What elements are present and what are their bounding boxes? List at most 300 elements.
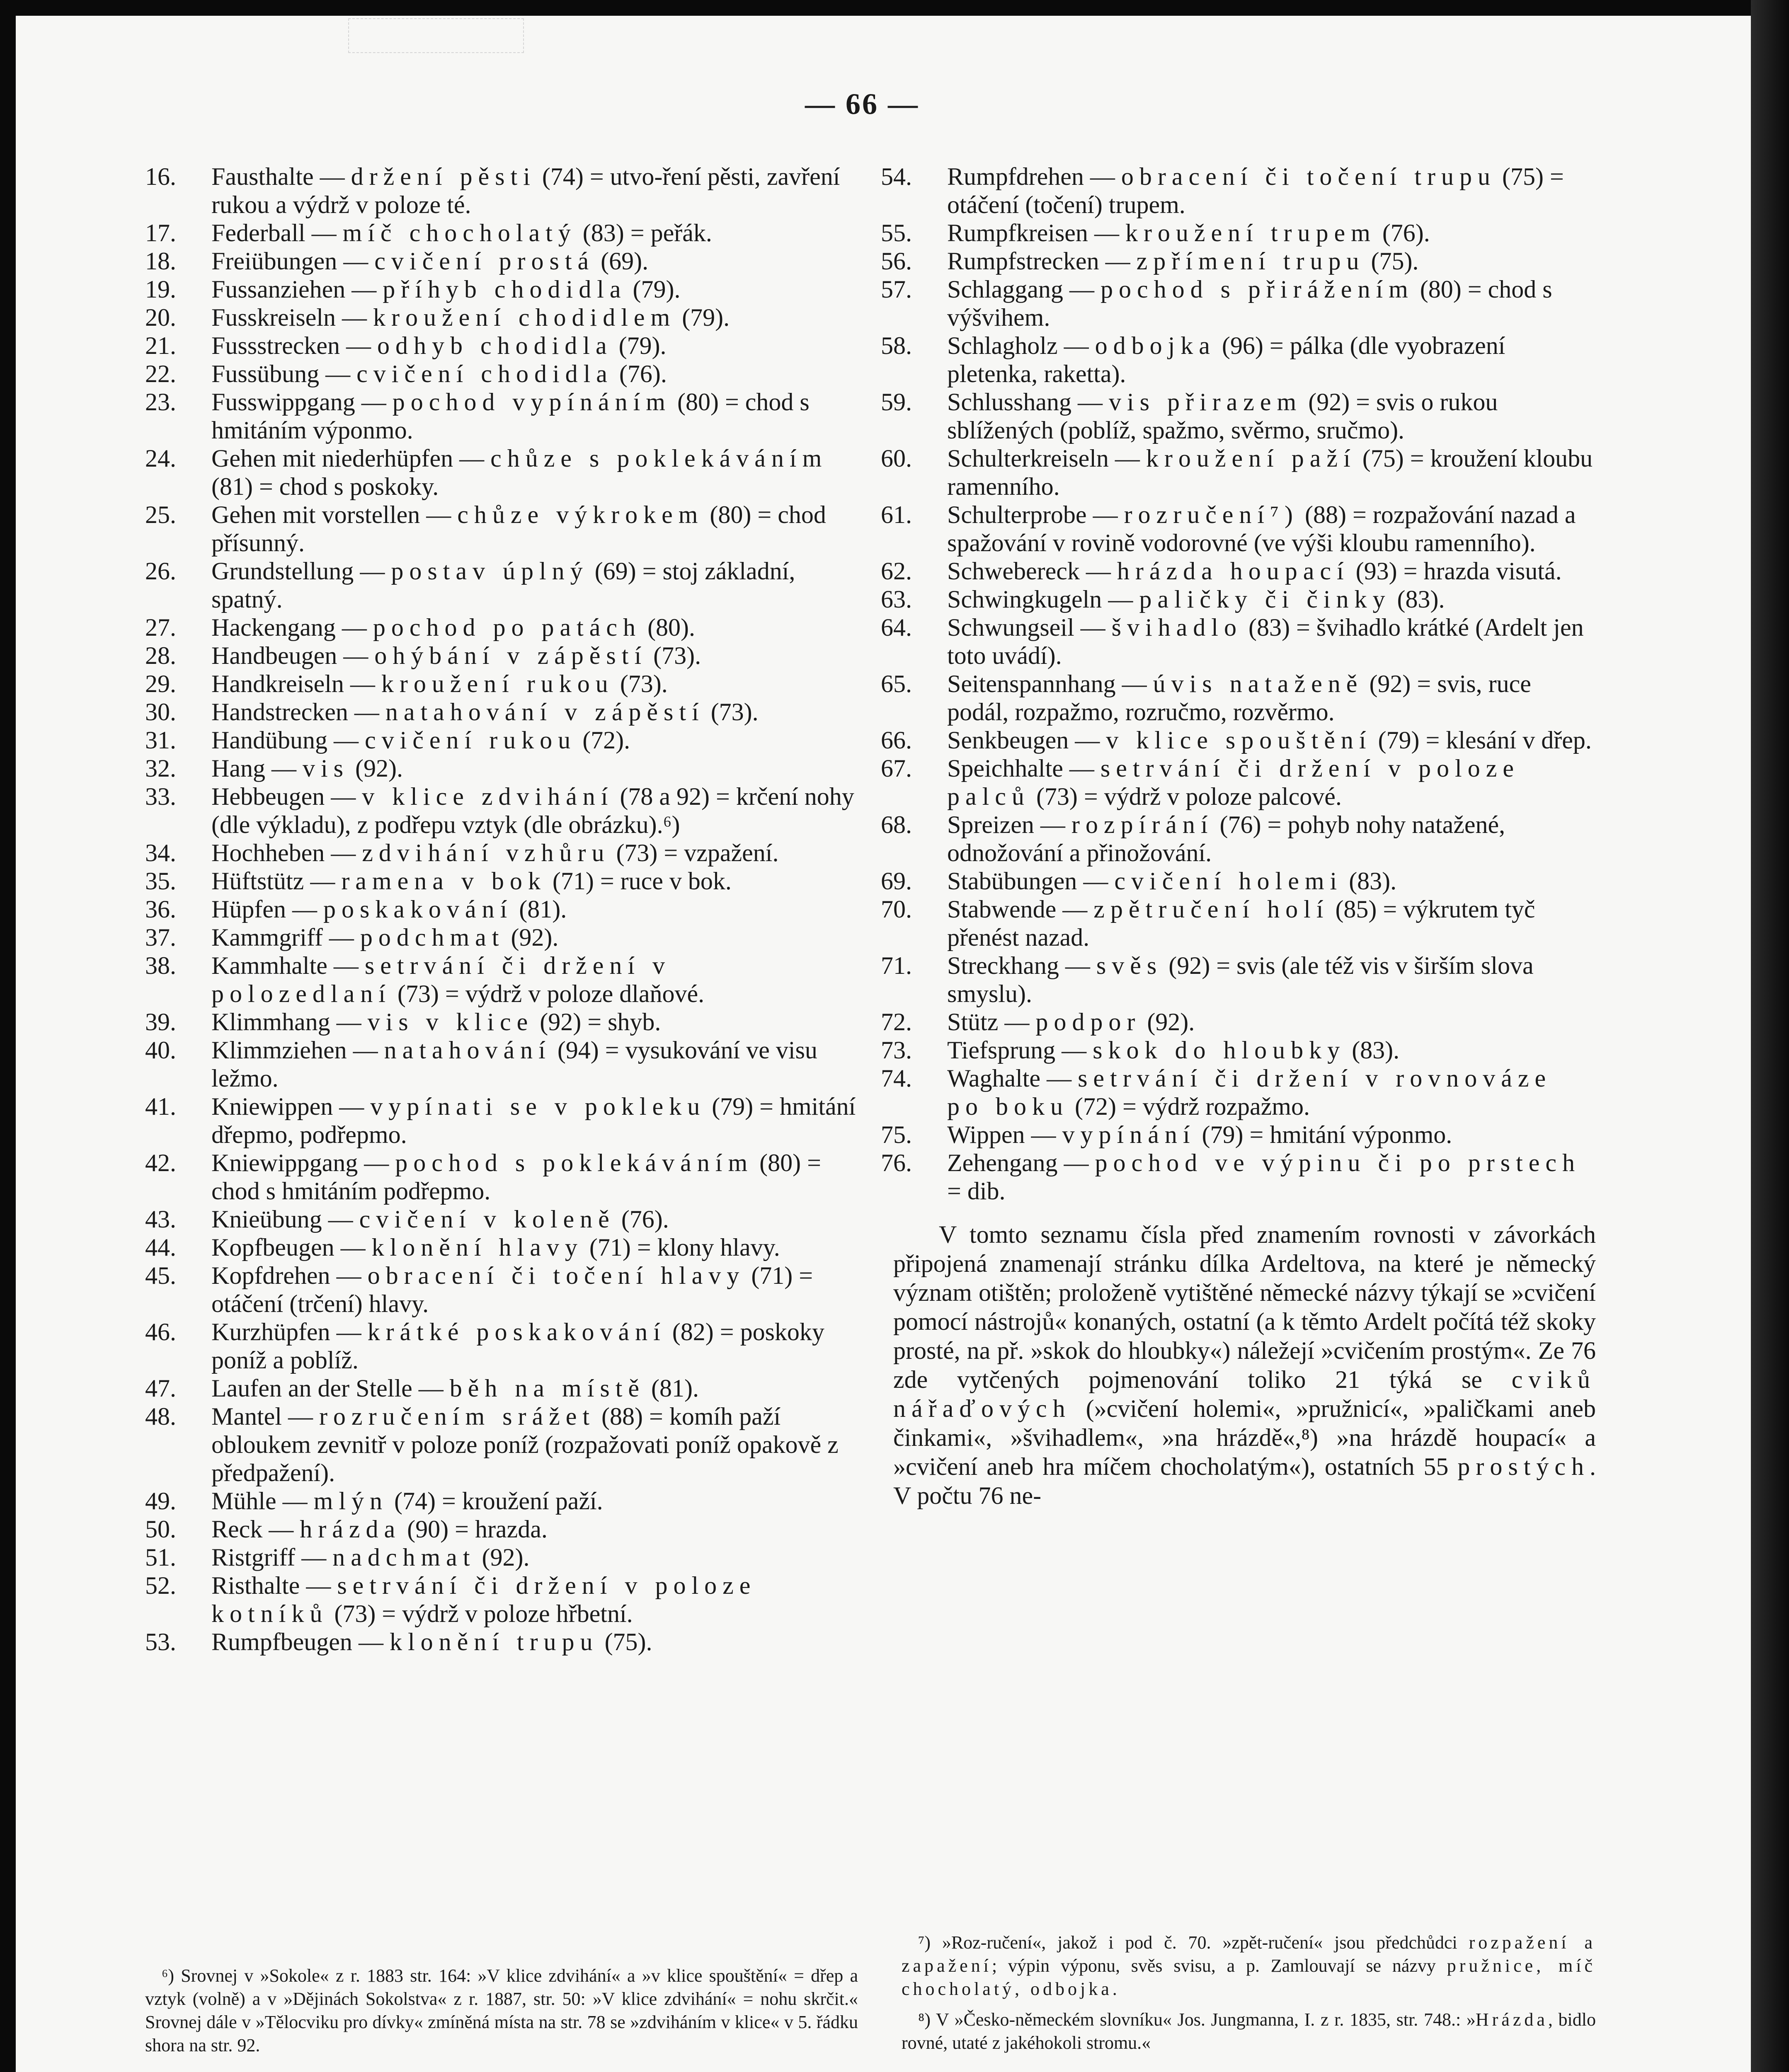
footnote-8-c: , bidlo rovné, utaté z jakéhokoli stromu.« — [902, 2009, 1596, 2053]
entry-number: 22. — [145, 360, 176, 387]
entry-dash: — — [265, 755, 303, 782]
glossary-entry — [881, 726, 1596, 754]
entry-german-term: Schwungseil — [947, 614, 1074, 641]
glossary-entry — [881, 613, 1596, 670]
entry-rest: (73) = výdrž v poloze dlaňové. — [391, 980, 705, 1007]
entry-czech-term: pochod vypínáním — [392, 388, 671, 416]
entry-dash: — — [295, 1544, 333, 1571]
entry-german-term: Handkreiseln — [211, 670, 344, 697]
entry-german-term: Schlagholz — [947, 332, 1058, 359]
entry-number: 28. — [145, 642, 176, 669]
entry-number: 57. — [881, 276, 912, 303]
entry-rest: (74) = utvo-ření pěsti, zavření rukou a výdrž v poloze té. — [211, 163, 840, 218]
entry-german-term: Kammgriff — [211, 924, 323, 951]
entry-dash: — — [333, 1093, 371, 1120]
right-column — [881, 162, 1596, 1510]
entry-rest: (85) = výkrutem tyč přenést nazad. — [947, 896, 1535, 951]
entry-dash: — — [330, 1262, 368, 1289]
entry-rest: (83) = švihadlo krátké (Ardelt jen toto uvádí). — [947, 614, 1584, 669]
entry-rest: (72) = výdrž rozpažmo. — [1069, 1093, 1310, 1120]
glossary-entry — [145, 951, 858, 1008]
entry-german-term: Klimmhang — [211, 1008, 330, 1036]
entry-number: 40. — [145, 1036, 176, 1064]
entry-dash: — — [304, 867, 342, 895]
entry-czech-term: podchmat — [360, 924, 505, 951]
entry-german-term: Schwebereck — [947, 557, 1080, 585]
entry-german-term: Schlusshang — [947, 388, 1071, 416]
entry-dash: — — [352, 1628, 390, 1656]
entry-czech-term: míč chocholatý — [342, 219, 577, 247]
entry-czech-term: cvičení prostá — [374, 247, 595, 275]
entry-czech-term: klonění trupu — [389, 1628, 599, 1656]
entry-czech-term: pochod ve výpinu či po prstech — [1095, 1149, 1581, 1176]
entry-dash: — — [358, 1149, 395, 1176]
glossary-entry — [145, 360, 858, 388]
entry-czech-term: postav úplný — [391, 557, 589, 585]
entry-dash: — — [327, 952, 365, 979]
glossary-entry — [145, 1205, 858, 1233]
entry-rest: (90) = hrazda. — [401, 1515, 548, 1543]
glossary-entry — [145, 1036, 858, 1092]
entry-rest: (80) = chod s výšvihem. — [947, 276, 1552, 331]
entry-czech-term: vis — [302, 755, 349, 782]
entry-german-term: Hochheben — [211, 839, 325, 867]
entry-german-term: Knieübung — [211, 1205, 322, 1233]
entry-german-term: Mantel — [211, 1403, 282, 1430]
glossary-entry — [145, 1008, 858, 1036]
entry-czech-term: zpřímení trupu — [1136, 247, 1365, 275]
entry-rest: (96) = pálka (dle vyobrazení pletenka, raketta). — [947, 332, 1505, 387]
entry-dash: — — [1063, 276, 1101, 303]
entry-dash: — — [334, 1234, 372, 1261]
entry-rest: (92). — [1141, 1008, 1195, 1036]
entry-czech-term: krátké poskakování — [367, 1318, 666, 1346]
entry-czech-term: v klice spouštění — [1106, 726, 1372, 754]
entry-number: 61. — [881, 501, 912, 528]
entry-dash: — — [420, 501, 458, 528]
entry-czech-term: setrvání či držení v poloze kotníků — [211, 1572, 756, 1627]
entry-number: 51. — [145, 1544, 176, 1571]
glossary-entry — [145, 613, 858, 641]
paragraph-spaced1: cviků nářaďových — [893, 1366, 1596, 1422]
entry-number: 44. — [145, 1234, 176, 1261]
entry-number: 58. — [881, 332, 912, 359]
entry-dash: — — [305, 219, 343, 247]
glossary-entry — [145, 275, 858, 303]
entry-dash: — — [1088, 219, 1125, 247]
entry-czech-term: nadchmat — [332, 1544, 476, 1571]
entry-number: 74. — [881, 1065, 912, 1092]
glossary-entry — [145, 247, 858, 275]
glossary-entry — [881, 275, 1596, 332]
entry-number: 71. — [881, 952, 912, 979]
entry-dash: — — [337, 247, 375, 275]
entry-czech-term: setrvání či držení v rovnováze po boku — [947, 1065, 1552, 1120]
glossary-entry — [881, 444, 1596, 501]
page-number: — 66 — — [805, 87, 919, 121]
footnote-6: ⁶) Srovnej v »Sokole« z r. 1883 str. 164: »V klice zdvihání« a »v klice spouštění« = dřep a vztyk (volně) a v »Dějinách Sokolstva« z r. 1887, str. 50: »V klice zdvihání« = nohu skrčit.« Srovnej dále v »Tělocviku pro dívky« zmíněná místa na str. 78 se »zdviháním v klice« v 5. řádku shora na str. 92. — [145, 1965, 858, 2055]
entry-dash: — — [348, 698, 385, 726]
entry-rest: (79). — [612, 332, 667, 359]
entry-dash: — — [1059, 952, 1096, 979]
entry-german-term: Reck — [211, 1515, 263, 1543]
entry-czech-term: kroužení chodidlem — [373, 304, 676, 331]
entry-number: 19. — [145, 276, 176, 303]
entry-czech-term: příhyb chodidla — [383, 276, 627, 303]
entry-rest: (79) = klesání v dřep. — [1372, 726, 1592, 754]
left-column — [145, 162, 858, 1656]
glossary-entry — [145, 1543, 858, 1571]
entry-dash: — — [1084, 163, 1121, 190]
entry-dash: — — [1056, 896, 1094, 923]
footnote-7-c: ; výpin výponu, svěs svisu, a p. Zamlouvají se názvy — [991, 1956, 1447, 1976]
entry-german-term: Fausthalte — [211, 163, 314, 190]
glossary-entry — [145, 557, 858, 613]
footnotes-left — [145, 1964, 858, 2065]
entry-number: 62. — [881, 557, 912, 585]
glossary-entry — [145, 1628, 858, 1656]
entry-number: 18. — [145, 247, 176, 275]
entry-german-term: Seitenspannhang — [947, 670, 1116, 697]
glossary-entry — [881, 1064, 1596, 1121]
entry-dash: — — [286, 896, 323, 923]
glossary-entry — [881, 1149, 1596, 1205]
entry-rest: (83). — [1343, 867, 1397, 895]
entry-czech-term: hrázda houpací — [1117, 557, 1350, 585]
entry-number: 20. — [145, 304, 176, 331]
entry-rest: (88) = rozpažování nazad a spažování v rovině vodorovné (ve výši kloubu ramenního). — [947, 501, 1576, 557]
entry-german-term: Kopfbeugen — [211, 1234, 335, 1261]
entry-number: 37. — [145, 924, 176, 951]
entry-czech-term: držení pěsti — [351, 163, 536, 190]
glossary-entry — [145, 1233, 858, 1261]
entry-german-term: Fussübung — [211, 360, 320, 387]
entry-dash: — — [1057, 332, 1095, 359]
entry-czech-term: mlýn — [313, 1487, 388, 1515]
footnote-8-b: Hrázda — [1475, 2009, 1548, 2030]
entry-rest: (75) = otáčení (točení) trupem. — [947, 163, 1564, 218]
entry-german-term: Streckhang — [947, 952, 1059, 979]
entry-german-term: Gehen mit vorstellen — [211, 501, 420, 528]
entry-rest: (76). — [613, 360, 667, 387]
entry-number: 47. — [145, 1375, 176, 1402]
entry-german-term: Kopfdrehen — [211, 1262, 330, 1289]
entry-dash: — — [319, 360, 357, 387]
glossary-entry — [145, 501, 858, 557]
entry-czech-term: rozručení⁷) — [1124, 501, 1299, 528]
footnote-7-d: pružnice, míč chocholatý, odbojka — [902, 1956, 1596, 1999]
entry-czech-term: vypínati se v pokleku — [370, 1093, 706, 1120]
entry-dash: — — [1025, 1121, 1062, 1148]
entry-dash: — — [412, 1375, 450, 1402]
entry-dash: — — [1108, 445, 1146, 472]
entry-czech-term: obracení či točení trupu — [1121, 163, 1496, 190]
entry-german-term: Ristgriff — [211, 1544, 296, 1571]
footnote-7-a: ⁷) »Roz-ručení«, jakož i pod č. 70. »zpět-ručení« jsou předchůdci — [918, 1932, 1469, 1953]
entry-dash: — — [1057, 1149, 1095, 1176]
entry-rest: (73) = výdrž v poloze hřbetní. — [328, 1600, 633, 1627]
entry-dash: — — [325, 783, 362, 810]
entry-dash: — — [1077, 867, 1115, 895]
glossary-entry — [881, 1008, 1596, 1036]
entry-rest: (76). — [1376, 219, 1430, 247]
entry-number: 26. — [145, 557, 176, 585]
entry-german-term: Schlaggang — [947, 276, 1063, 303]
entry-czech-term: setrvání či držení v poloze palců — [947, 755, 1520, 810]
glossary-entry — [881, 332, 1596, 388]
entry-number: 29. — [145, 670, 176, 697]
footnotes-right — [902, 1931, 1596, 2062]
entry-rest: (92). — [349, 755, 403, 782]
entry-german-term: Kurzhüpfen — [211, 1318, 330, 1346]
entry-rest: (73). — [704, 698, 759, 726]
glossary-entry — [881, 388, 1596, 444]
entry-dash: — — [322, 924, 360, 951]
entry-rest: (73) = vzpažení. — [610, 839, 779, 867]
entry-number: 42. — [145, 1149, 176, 1176]
entry-rest: (79) = hmitání dřepmo, podřepmo. — [211, 1093, 856, 1148]
glossary-entry — [145, 895, 858, 923]
glossary-entry — [145, 839, 858, 867]
entry-rest: (69) = stoj základní, spatný. — [211, 557, 795, 613]
entry-czech-term: cvičení chodidla — [356, 360, 613, 387]
footnote-7-e: . — [1112, 1979, 1117, 1999]
entry-german-term: Federball — [211, 219, 305, 247]
entry-czech-term: ohýbání v zápěstí — [374, 642, 647, 669]
entry-german-term: Stabwende — [947, 896, 1057, 923]
entry-number: 31. — [145, 726, 176, 754]
entry-czech-term: ramena v bok — [341, 867, 546, 895]
entry-number: 69. — [881, 867, 912, 895]
entry-number: 52. — [145, 1572, 176, 1599]
entry-dash: — — [330, 1318, 368, 1346]
entry-german-term: Waghalte — [947, 1065, 1041, 1092]
entry-rest: = dib. — [947, 1177, 1006, 1205]
entry-german-term: Schwingkugeln — [947, 586, 1102, 613]
entry-number: 73. — [881, 1036, 912, 1064]
entry-german-term: Kniewippgang — [211, 1149, 358, 1176]
entry-number: 45. — [145, 1262, 176, 1289]
entry-dash: — — [325, 839, 362, 867]
entry-dash: — — [336, 304, 373, 331]
glossary-entry — [145, 867, 858, 895]
glossary-entry — [881, 162, 1596, 219]
entry-german-term: Senkbeugen — [947, 726, 1069, 754]
paragraph-part3: . V počtu 76 ne- — [893, 1453, 1596, 1509]
glossary-entry — [881, 951, 1596, 1008]
entry-rest: (76) = pohyb nohy natažené, odnožování a přinožování. — [947, 811, 1505, 867]
entry-rest: (83). — [1345, 1036, 1400, 1064]
entry-german-term: Zehengang — [947, 1149, 1058, 1176]
entry-number: 76. — [881, 1149, 912, 1176]
entry-rest: (92) = svis, ruce podál, rozpažmo, rozručmo, rozvěrmo. — [947, 670, 1531, 726]
entry-dash: — — [330, 1008, 368, 1036]
entry-number: 25. — [145, 501, 176, 528]
glossary-entry — [881, 670, 1596, 726]
entry-dash: — — [300, 1572, 337, 1599]
entry-number: 50. — [145, 1515, 176, 1543]
entry-german-term: Kammhalte — [211, 952, 327, 979]
entry-dash: — — [322, 1205, 359, 1233]
entry-czech-term: natahování v zápěstí — [385, 698, 705, 726]
entry-rest: (80). — [641, 614, 696, 641]
entry-czech-term: odbojka — [1095, 332, 1216, 359]
footnote-8-a: ⁸) V »Česko-německém slovníku« Jos. Jungmanna, I. z r. 1835, str. 748.: » — [918, 2009, 1476, 2030]
glossary-entry — [145, 923, 858, 951]
entry-number: 30. — [145, 698, 176, 726]
entry-czech-term: v klice zdvihání — [362, 783, 614, 810]
entry-number: 60. — [881, 445, 912, 472]
entry-number: 24. — [145, 445, 176, 472]
entry-german-term: Stabübungen — [947, 867, 1077, 895]
glossary-entry — [881, 219, 1596, 247]
entry-czech-term: rozručením srážet — [319, 1403, 596, 1430]
footnote-7-b: rozpažení a zapažení — [902, 1932, 1596, 1976]
glossary-entry — [145, 754, 858, 782]
entry-rest: (73). — [647, 642, 701, 669]
entry-number: 41. — [145, 1093, 176, 1120]
entry-rest: (81). — [513, 896, 567, 923]
entry-german-term: Fussanziehen — [211, 276, 346, 303]
entry-german-term: Rumpfdrehen — [947, 163, 1084, 190]
entry-dash: — — [327, 726, 365, 754]
entry-rest: (76). — [615, 1205, 669, 1233]
entry-dash: — — [1069, 726, 1106, 754]
entry-german-term: Rumpfkreisen — [947, 219, 1088, 247]
glossary-entry — [145, 444, 858, 501]
entry-number: 21. — [145, 332, 176, 359]
entry-german-term: Hackengang — [211, 614, 336, 641]
entry-number: 56. — [881, 247, 912, 275]
right-entry-list — [881, 162, 1596, 1205]
entry-german-term: Handübung — [211, 726, 327, 754]
entry-dash: — — [313, 163, 351, 190]
glossary-entry — [145, 670, 858, 698]
entry-german-term: Mühle — [211, 1487, 276, 1515]
glossary-entry — [145, 1261, 858, 1318]
glossary-entry — [881, 895, 1596, 951]
entry-rest: (71) = otáčení (trčení) hlavy. — [211, 1262, 813, 1317]
glossary-entry — [145, 726, 858, 754]
entry-dash: — — [1086, 501, 1124, 528]
entry-czech-term: vis v klice — [367, 1008, 534, 1036]
entry-german-term: Speichhalte — [947, 755, 1063, 782]
entry-czech-term: natahování — [384, 1036, 551, 1064]
entry-german-term: Risthalte — [211, 1572, 300, 1599]
entry-rest: (74) = kroužení paží. — [388, 1487, 603, 1515]
entry-rest: (92) = svis (ale též vis v širším slova smyslu). — [947, 952, 1534, 1007]
entry-rest: (92) = shyb. — [533, 1008, 661, 1036]
entry-number: 66. — [881, 726, 912, 754]
entry-number: 46. — [145, 1318, 176, 1346]
glossary-entry — [145, 162, 858, 219]
entry-rest: (71) = ruce v bok. — [546, 867, 732, 895]
entry-czech-term: zpětručení holí — [1093, 896, 1329, 923]
entry-czech-term: podpor — [1035, 1008, 1141, 1036]
glossary-entry — [145, 782, 858, 839]
glossary-entry — [145, 641, 858, 670]
glossary-entry — [145, 1571, 858, 1628]
entry-czech-term: pochod s přirážením — [1100, 276, 1414, 303]
entry-dash: — — [347, 1036, 384, 1064]
entry-german-term: Klimmziehen — [211, 1036, 347, 1064]
glossary-entry — [145, 1515, 858, 1543]
entry-number: 49. — [145, 1487, 176, 1515]
entry-german-term: Grundstellung — [211, 557, 354, 585]
entry-german-term: Handstrecken — [211, 698, 348, 726]
entry-dash: — — [354, 557, 391, 585]
entry-rest: (73). — [613, 670, 668, 697]
entry-dash: — — [281, 1403, 319, 1430]
entry-dash: — — [1034, 811, 1071, 838]
entry-rest: (81) = chod s poskoky. — [211, 473, 439, 500]
entry-rest: (94) = vysukování ve visu ležmo. — [211, 1036, 817, 1092]
entry-dash: — — [344, 670, 381, 697]
entry-number: 67. — [881, 755, 912, 782]
entry-czech-term: rozpírání — [1071, 811, 1214, 838]
entry-number: 38. — [145, 952, 176, 979]
glossary-entry — [145, 1374, 858, 1402]
entry-german-term: Freiübungen — [211, 247, 337, 275]
entry-czech-term: poskakování — [323, 896, 513, 923]
entry-german-term: Fussstrecken — [211, 332, 340, 359]
entry-rest: (72). — [576, 726, 630, 754]
entry-german-term: Fusskreiseln — [211, 304, 336, 331]
glossary-entry — [145, 388, 858, 444]
entry-number: 65. — [881, 670, 912, 697]
entry-german-term: Wippen — [947, 1121, 1025, 1148]
entry-czech-term: cvičení v koleně — [359, 1205, 615, 1233]
entry-czech-term: chůze výkrokem — [457, 501, 704, 528]
glossary-entry — [881, 811, 1596, 867]
entry-number: 54. — [881, 163, 912, 190]
entry-dash: — — [262, 1515, 300, 1543]
entry-number: 53. — [145, 1628, 176, 1656]
entry-czech-term: hrázda — [300, 1515, 401, 1543]
entry-rest: (92). — [504, 924, 559, 951]
entry-german-term: Laufen an der Stelle — [211, 1375, 412, 1402]
closing-paragraph — [881, 1220, 1596, 1510]
entry-dash: — — [335, 614, 373, 641]
glossary-entry — [145, 1487, 858, 1515]
glossary-entry — [881, 557, 1596, 585]
entry-czech-term: klonění hlavy — [371, 1234, 583, 1261]
entry-german-term: Hüftstütz — [211, 867, 304, 895]
entry-dash: — — [1102, 586, 1139, 613]
entry-czech-term: cvičení rukou — [364, 726, 577, 754]
entry-czech-term: kroužení trupem — [1125, 219, 1376, 247]
entry-number: 75. — [881, 1121, 912, 1148]
entry-czech-term: setrvání či držení v polozedlaní — [211, 952, 671, 1007]
entry-rest: (79) = hmitání výponmo. — [1195, 1121, 1452, 1148]
scan-artifact — [348, 18, 524, 53]
entry-dash: — — [998, 1008, 1036, 1036]
entry-czech-term: kroužení paží — [1146, 445, 1356, 472]
glossary-entry — [145, 698, 858, 726]
entry-number: 35. — [145, 867, 176, 895]
glossary-entry — [145, 1402, 858, 1487]
entry-dash: — — [339, 332, 377, 359]
entry-german-term: Schulterprobe — [947, 501, 1087, 528]
entry-number: 36. — [145, 896, 176, 923]
entry-czech-term: skok do hloubky — [1093, 1036, 1346, 1064]
entry-rest: (83). — [1391, 586, 1445, 613]
entry-number: 43. — [145, 1205, 176, 1233]
glossary-entry — [881, 247, 1596, 275]
entry-german-term: Spreizen — [947, 811, 1034, 838]
entry-czech-term: švihadlo — [1111, 614, 1242, 641]
entry-german-term: Schulterkreiseln — [947, 445, 1109, 472]
